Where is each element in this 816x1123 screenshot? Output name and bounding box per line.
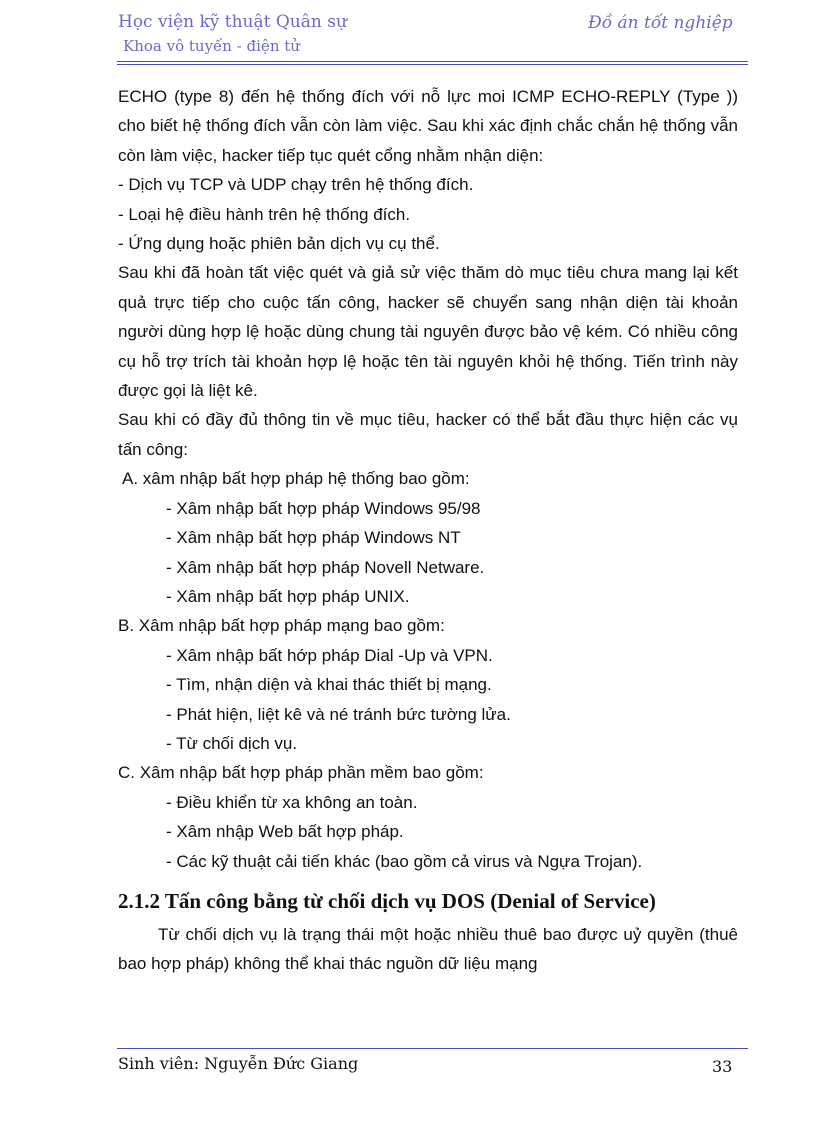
group-b-item: - Tìm, nhận diện và khai thác thiết bị mạng. xyxy=(166,675,492,695)
group-c-title: C. Xâm nhập bất hợp pháp phần mềm bao gồm: xyxy=(118,763,484,783)
paragraph-icmp: ECHO (type 8) đến hệ thống đích với nỗ lực moi ICMP ECHO-REPLY (Type )) cho biết hệ thống đích vẫn còn làm việc. Sau khi xác định chắc chắn hệ thống vẫn còn làm việc, hacker tiếp tục quét cổng nhằm nhận diện: xyxy=(118,87,738,165)
header-faculty: Khoa vô tuyến - điện tử xyxy=(123,37,300,55)
footer-rule xyxy=(117,1048,748,1049)
footer-student: Sinh viên: Nguyễn Đức Giang xyxy=(118,1054,359,1073)
body-text xyxy=(118,82,738,979)
header-institute: Học viện kỹ thuật Quân sự xyxy=(118,12,347,32)
header-rule xyxy=(117,61,748,62)
group-c-item: - Điều khiển từ xa không an toàn. xyxy=(166,792,418,812)
header-rule-double xyxy=(117,64,748,65)
group-b-item: - Từ chối dịch vụ. xyxy=(166,733,298,753)
group-c-item: - Xâm nhập Web bất hợp pháp. xyxy=(166,822,404,842)
page-number: 33 xyxy=(712,1057,733,1076)
group-a-item: - Xâm nhập bất hợp pháp UNIX. xyxy=(166,586,410,606)
paragraph-attack-intro: Sau khi có đầy đủ thông tin về mục tiêu, hacker có thể bắt đầu thực hiện các vụ tấn công: xyxy=(118,410,738,459)
group-b-item: - Phát hiện, liệt kê và né tránh bức tường lửa. xyxy=(166,704,511,724)
paragraph-enumeration: Sau khi đã hoàn tất việc quét và giả sử việc thăm dò mục tiêu chưa mang lại kết quả trực tiếp cho cuộc tấn công, hacker sẽ chuyển sang nhận diện tài khoản người dùng hợp lệ hoặc dùng chung tài nguyên được bảo vệ kém. Có nhiều công cụ hỗ trợ trích tài khoản hợp lệ hoặc tên tài nguyên khỏi hệ thống. Tiến trình này được gọi là liệt kê. xyxy=(118,263,738,401)
group-c-item: - Các kỹ thuật cải tiến khác (bao gồm cả virus và Ngựa Trojan). xyxy=(166,851,643,871)
header-doc-type: Đồ án tốt nghiệp xyxy=(588,13,733,33)
group-a-title: A. xâm nhập bất hợp pháp hệ thống bao gồm: xyxy=(122,469,470,489)
scan-item: - Dịch vụ TCP và UDP chạy trên hệ thống đích. xyxy=(118,175,474,195)
group-b-item: - Xâm nhập bất hớp pháp Dial -Up và VPN. xyxy=(166,645,493,665)
scan-item: - Loại hệ điều hành trên hệ thống đích. xyxy=(118,204,411,224)
section-heading: 2.1.2 Tấn công bằng từ chối dịch vụ DOS (Denial of Service) xyxy=(118,888,656,913)
group-b-title: B. Xâm nhập bất hợp pháp mạng bao gồm: xyxy=(118,616,445,636)
group-a-item: - Xâm nhập bất hợp pháp Windows 95/98 xyxy=(166,498,481,518)
group-a-item: - Xâm nhập bất hợp pháp Novell Netware. xyxy=(166,557,485,577)
scan-item: - Ứng dụng hoặc phiên bản dịch vụ cụ thể. xyxy=(118,234,440,254)
group-a-item: - Xâm nhập bất hợp pháp Windows NT xyxy=(166,528,461,548)
paragraph-dos: Từ chối dịch vụ là trạng thái một hoặc nhiều thuê bao được uỷ quyền (thuê bao hợp pháp) không thể khai thác nguồn dữ liệu mạng xyxy=(118,924,738,974)
